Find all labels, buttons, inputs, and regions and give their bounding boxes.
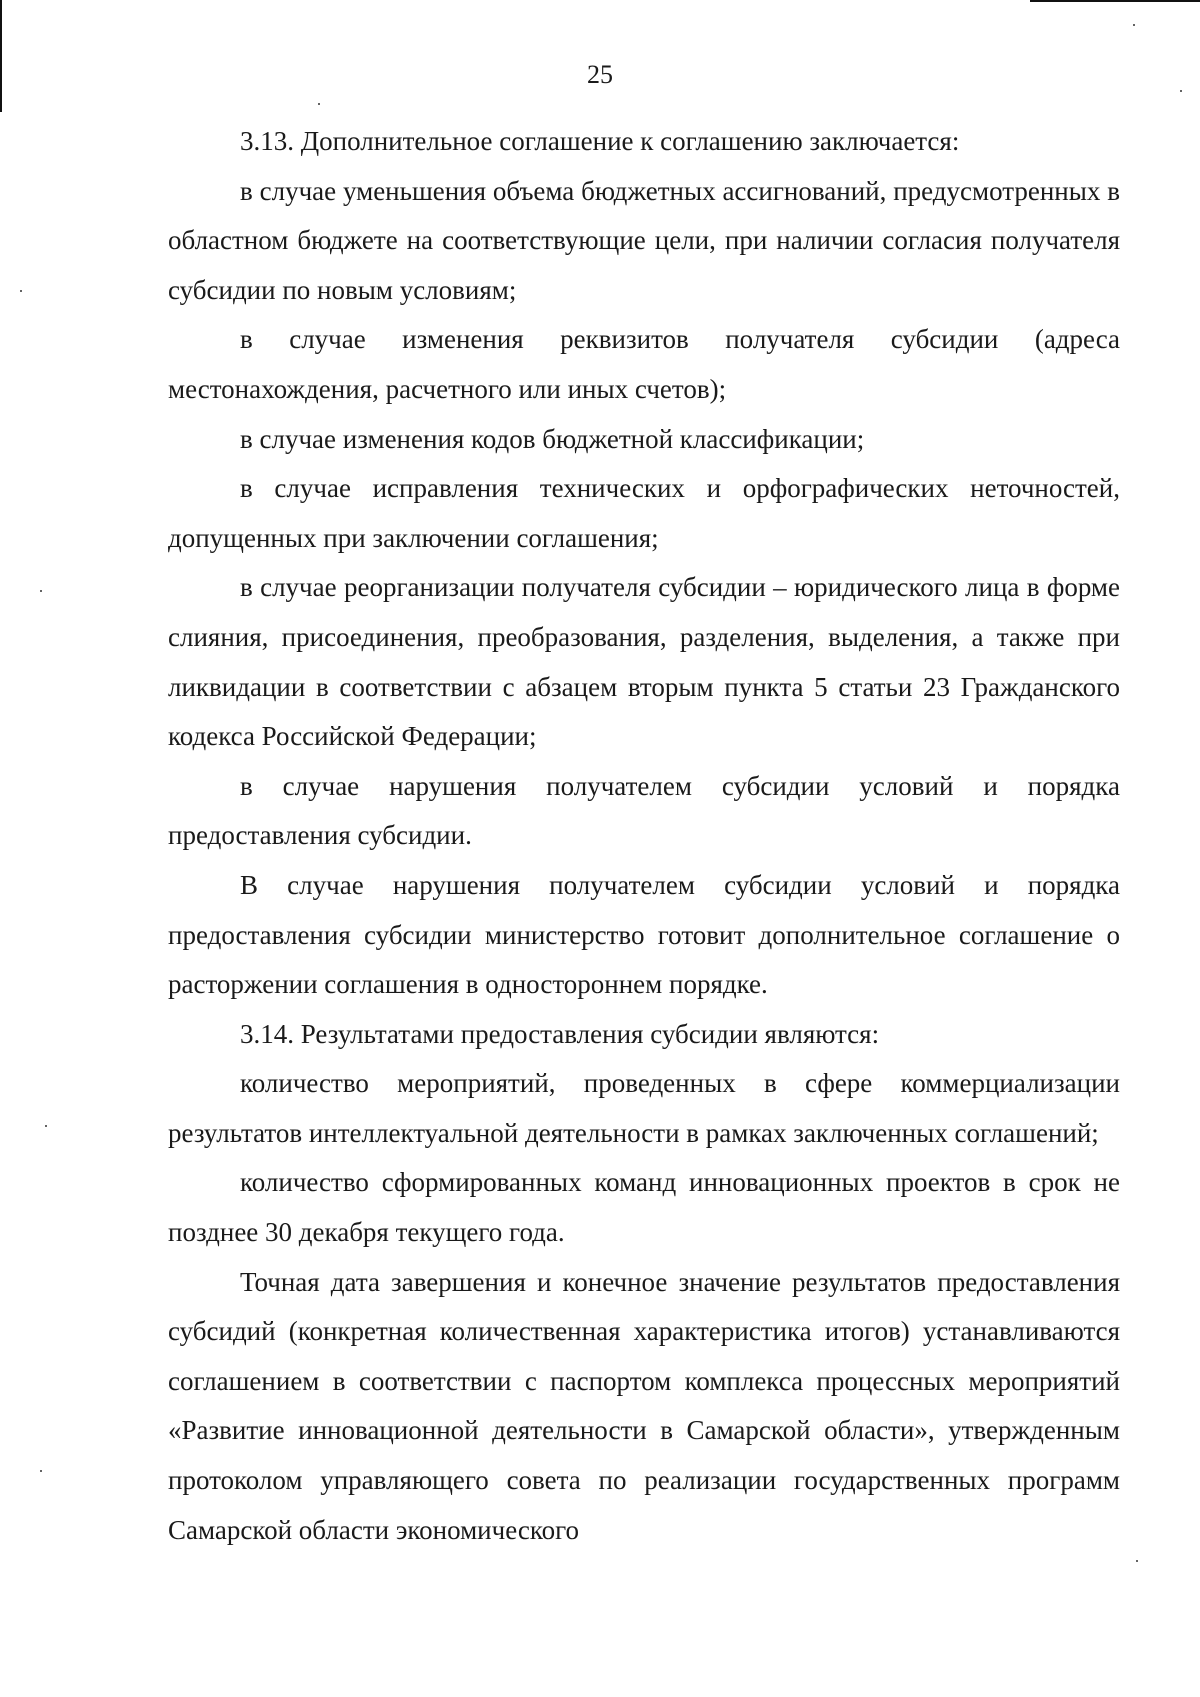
scan-speck bbox=[45, 1125, 47, 1127]
paragraph-teams-count: количество сформированных команд инновационных проектов в срок не позднее 30 декабря текущего года. bbox=[168, 1167, 1120, 1248]
paragraph-violation: в случае нарушения получателем субсидии условий и порядка предоставления субсидии. bbox=[168, 770, 1120, 851]
scan-speck bbox=[20, 290, 22, 292]
document-body bbox=[168, 117, 1120, 1555]
scan-top-line bbox=[1030, 0, 1200, 2]
scan-speck bbox=[318, 103, 320, 105]
paragraph-classification-codes: в случае изменения кодов бюджетной классификации; bbox=[240, 423, 865, 454]
scan-margin-line bbox=[0, 0, 2, 112]
paragraph-corrections: в случае исправления технических и орфографических неточностей, допущенных при заключении соглашения; bbox=[168, 473, 1120, 553]
page-number: 25 bbox=[587, 60, 613, 89]
paragraph-termination: В случае нарушения получателем субсидии условий и порядка предоставления субсидии министерство готовит дополнительное соглашение о расторжении соглашения в одностороннем порядке. bbox=[168, 869, 1120, 1000]
scan-speck bbox=[40, 1470, 42, 1472]
paragraph-3-13-heading: 3.13. Дополнительное соглашение к соглашению заключается: bbox=[240, 126, 960, 156]
paragraph-events-count: количество мероприятий, проведенных в сфере коммерциализации результатов интеллектуальной деятельности в рамках заключенных соглашений; bbox=[168, 1068, 1120, 1148]
paragraph-reorganization: в случае реорганизации получателя субсидии – юридического лица в форме слияния, присоединения, преобразования, разделения, выделения, а также при ликвидации в соответствии с абзацем вторым пункта 5 статьи 23 Гражданского кодекса Российской Федерации; bbox=[168, 572, 1120, 752]
paragraph-budget-reduction: в случае уменьшения объема бюджетных ассигнований, предусмотренных в областном бюджете на соответствующие цели, при наличии согласия получателя субсидии по новым условиям; bbox=[168, 175, 1120, 305]
scan-speck bbox=[40, 590, 42, 592]
scan-speck bbox=[1180, 90, 1182, 92]
scan-speck bbox=[1133, 24, 1135, 26]
paragraph-requisites-change: в случае изменения реквизитов получателя субсидии (адреса местонахождения, расчетного или иных счетов); bbox=[168, 324, 1120, 404]
scan-speck bbox=[1136, 1560, 1138, 1562]
paragraph-3-14-heading: 3.14. Результатами предоставления субсидии являются: bbox=[240, 1018, 880, 1049]
paragraph-results-date: Точная дата завершения и конечное значение результатов предоставления субсидий (конкретная количественная характеристика итогов) устанавливаются соглашением в соответствии с паспортом комплекса процессных мероприятий «Развитие инновационной деятельности в Самарской области», утвержденным протоколом управляющего совета по реализации государственных программ Самарской области экономического bbox=[168, 1266, 1120, 1545]
